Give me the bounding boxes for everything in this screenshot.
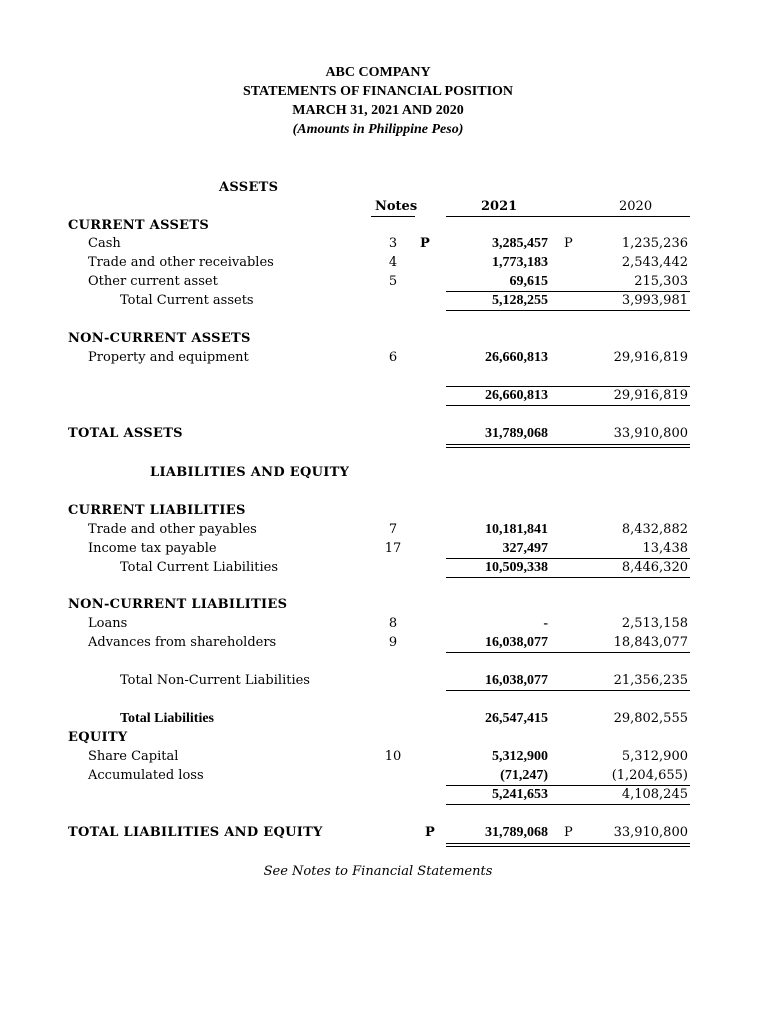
total-current-assets-2021: 5,128,255 <box>492 293 548 308</box>
cash-2020: 1,235,236 <box>621 236 688 251</box>
cash-note: 3 <box>388 236 398 251</box>
total-assets-2021: 31,789,068 <box>485 426 548 441</box>
receivables-note: 4 <box>388 255 398 270</box>
total-liabilities-equity-label: TOTAL LIABILITIES AND EQUITY <box>68 825 323 840</box>
share-capital-note: 10 <box>384 749 402 764</box>
footer-note: See Notes to Financial Statements <box>263 864 493 879</box>
total-noncurrent-assets-2021: 26,660,813 <box>485 388 548 403</box>
total-current-liabilities-2020: 8,446,320 <box>621 560 688 575</box>
total-current-liabilities-2021: 10,509,338 <box>485 560 548 575</box>
payables-label: Trade and other payables <box>88 522 257 537</box>
ppe-2020: 29,916,819 <box>613 350 688 365</box>
noncurrent-assets-heading: NON-CURRENT ASSETS <box>68 331 251 346</box>
share-capital-2020: 5,312,900 <box>621 749 688 764</box>
receivables-2020: 2,543,442 <box>621 255 688 270</box>
accumulated-loss-label: Accumulated loss <box>88 768 204 783</box>
income-tax-note: 17 <box>384 541 402 556</box>
total-current-assets-2020: 3,993,981 <box>621 293 688 308</box>
noncurrent-liabilities-heading: NON-CURRENT LIABILITIES <box>68 597 288 612</box>
current-liabilities-heading: CURRENT LIABILITIES <box>68 503 246 518</box>
payables-2020: 8,432,882 <box>621 522 688 537</box>
assets-heading: ASSETS <box>219 180 279 195</box>
receivables-2021: 1,773,183 <box>492 255 548 270</box>
ppe-note: 6 <box>388 350 398 365</box>
advances-label: Advances from shareholders <box>88 635 277 650</box>
share-capital-2021: 5,312,900 <box>492 749 548 764</box>
cash-currency-2020: P <box>564 236 573 251</box>
total-le-currency-2021: P <box>425 825 435 840</box>
company-name: ABC COMPANY <box>325 65 431 80</box>
other-current-asset-label: Other current asset <box>88 274 218 289</box>
accumulated-loss-2020: (1,204,655) <box>611 768 688 783</box>
income-tax-2021: 327,497 <box>502 541 548 556</box>
advances-2020: 18,843,077 <box>613 635 688 650</box>
year-2020-header: 2020 <box>619 199 653 214</box>
cash-2021: 3,285,457 <box>492 236 548 251</box>
total-liabilities-2020: 29,802,555 <box>613 711 688 726</box>
total-equity-2021: 5,241,653 <box>492 787 548 802</box>
income-tax-label: Income tax payable <box>88 541 217 556</box>
total-liabilities-label: Total Liabilities <box>120 711 215 726</box>
loans-2020: 2,513,158 <box>621 616 688 631</box>
equity-heading: EQUITY <box>68 730 128 745</box>
loans-note: 8 <box>388 616 398 631</box>
loans-2021: - <box>543 616 548 631</box>
share-capital-label: Share Capital <box>88 749 179 764</box>
other-current-asset-note: 5 <box>388 274 398 289</box>
payables-2021: 10,181,841 <box>485 522 548 537</box>
receivables-label: Trade and other receivables <box>88 255 274 270</box>
ppe-label: Property and equipment <box>88 350 249 365</box>
other-current-asset-2021: 69,615 <box>509 274 548 289</box>
advances-note: 9 <box>388 635 398 650</box>
statement-title: STATEMENTS OF FINANCIAL POSITION <box>242 84 514 99</box>
income-tax-2020: 13,438 <box>642 541 688 556</box>
amounts-note: (Amounts in Philippine Peso) <box>292 122 464 137</box>
notes-column-header: Notes <box>375 199 418 214</box>
payables-note: 7 <box>388 522 398 537</box>
advances-2021: 16,038,077 <box>485 635 548 650</box>
total-noncurrent-assets-2020: 29,916,819 <box>613 388 688 403</box>
total-noncurrent-liabilities-label: Total Non-Current Liabilities <box>120 673 310 688</box>
total-noncurrent-liabilities-2020: 21,356,235 <box>613 673 688 688</box>
liabilities-equity-heading: LIABILITIES AND EQUITY <box>150 465 350 480</box>
cash-label: Cash <box>88 236 121 251</box>
total-assets-2020: 33,910,800 <box>613 426 688 441</box>
loans-label: Loans <box>88 616 128 631</box>
total-current-liabilities-label: Total Current Liabilities <box>120 560 279 575</box>
total-liabilities-equity-2020: 33,910,800 <box>613 825 688 840</box>
total-current-assets-label: Total Current assets <box>120 293 254 308</box>
current-assets-heading: CURRENT ASSETS <box>68 218 210 233</box>
total-liabilities-equity-2021: 31,789,068 <box>485 825 548 840</box>
accumulated-loss-2021: (71,247) <box>500 768 548 783</box>
statement-date: MARCH 31, 2021 AND 2020 <box>292 103 464 118</box>
ppe-2021: 26,660,813 <box>485 350 548 365</box>
cash-currency-2021: P <box>420 236 430 251</box>
total-assets-label: TOTAL ASSETS <box>68 426 183 441</box>
year-2021-header: 2021 <box>481 199 518 214</box>
total-noncurrent-liabilities-2021: 16,038,077 <box>485 673 548 688</box>
total-equity-2020: 4,108,245 <box>621 787 688 802</box>
other-current-asset-2020: 215,303 <box>634 274 688 289</box>
total-le-currency-2020: P <box>564 825 573 840</box>
total-liabilities-2021: 26,547,415 <box>485 711 548 726</box>
